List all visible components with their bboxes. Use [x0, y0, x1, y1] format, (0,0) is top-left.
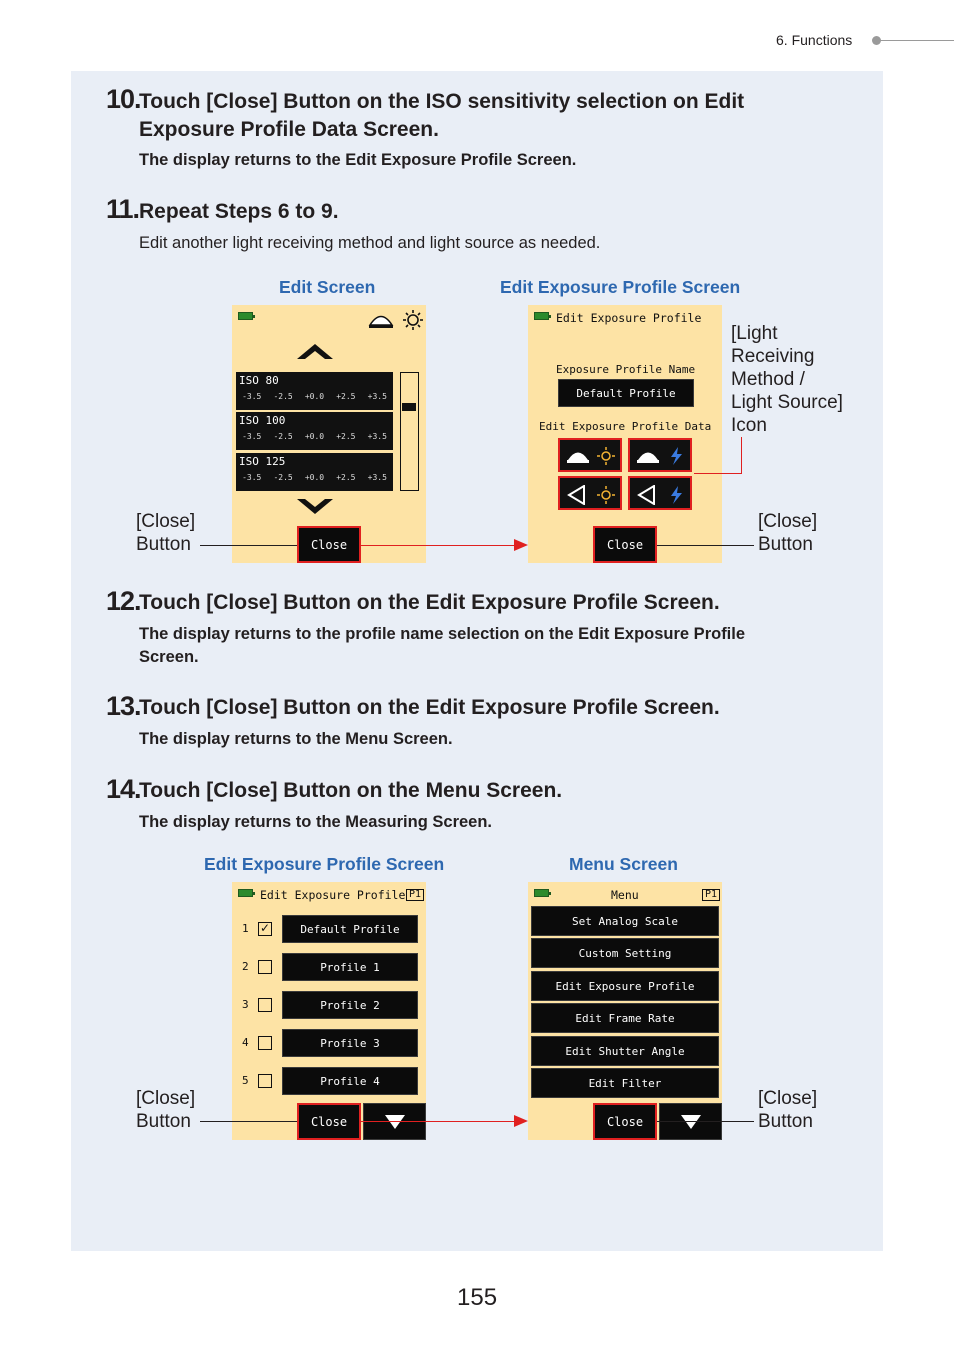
step-13-body: The display returns to the Menu Screen. — [139, 730, 453, 748]
battery-icon — [534, 312, 549, 320]
tick-label: +3.5 — [367, 432, 387, 441]
tick-label: -3.5 — [242, 392, 262, 401]
profile-name-heading: Exposure Profile Name — [556, 363, 696, 376]
step-12-body — [139, 623, 745, 669]
callout-line: [Light — [731, 323, 778, 344]
dome-sun-icon — [566, 447, 618, 465]
screen-title: Menu — [611, 888, 639, 902]
close-button[interactable]: Close — [593, 1103, 657, 1140]
callout-line: [Close] — [136, 1088, 196, 1109]
menu-item-edit-filter[interactable]: Edit Filter — [531, 1068, 719, 1098]
iso-ticks — [236, 432, 393, 441]
close-button-callout-right — [758, 510, 817, 556]
profile-button[interactable]: Profile 4 — [282, 1067, 418, 1095]
callout-line: Receiving — [731, 346, 815, 367]
profile-checkbox[interactable] — [258, 960, 272, 974]
close-button[interactable]: Close — [297, 1103, 361, 1140]
step-12-body-line1: The display returns to the profile name selection on the Edit Exposure Profile — [139, 625, 746, 643]
screen-title: Edit Exposure Profile — [260, 888, 406, 902]
item-number: 5 — [242, 1074, 249, 1087]
battery-icon — [534, 889, 549, 897]
incident-dome-icon — [367, 310, 395, 330]
scrollbar-thumb[interactable] — [402, 403, 416, 411]
step-14-body: The display returns to the Measuring Screen. — [139, 813, 493, 831]
tick-label: -3.5 — [242, 432, 262, 441]
step-11-body: Edit another light receiving method and light source as needed. — [139, 234, 601, 252]
step-10-title-line2: Exposure Profile Data Screen. — [139, 118, 439, 141]
profile-button[interactable]: Profile 1 — [282, 953, 418, 981]
icon-leader-horizontal — [694, 473, 742, 474]
close-button[interactable]: Close — [593, 526, 657, 563]
edit-screen — [232, 305, 426, 563]
callout-line: Button — [136, 1111, 191, 1132]
callout-line: Light Source] — [731, 392, 843, 413]
step-10-number: 10. — [106, 84, 141, 114]
battery-icon — [238, 889, 253, 897]
callout-line: [Close] — [758, 511, 818, 532]
profile-button[interactable]: Profile 3 — [282, 1029, 418, 1057]
scrollbar[interactable] — [400, 372, 419, 491]
callout-line: [Close] — [136, 511, 196, 532]
transition-arrow-head-icon — [514, 539, 528, 551]
item-number: 4 — [242, 1036, 249, 1049]
step-10-title — [139, 88, 744, 144]
tick-label: +3.5 — [367, 392, 387, 401]
iso-row[interactable] — [236, 372, 393, 410]
caption-edit-screen: Edit Screen — [279, 277, 376, 297]
iso-label: ISO 80 — [239, 374, 279, 387]
tick-label: -2.5 — [273, 473, 293, 482]
icon-leader-vertical — [741, 437, 742, 473]
reflected-flash-button[interactable] — [628, 476, 692, 510]
close-button-callout-right — [758, 1087, 817, 1133]
step-14-title: Touch [Close] Button on the Menu Screen. — [139, 779, 563, 802]
iso-row[interactable] — [236, 412, 393, 450]
step-12-title: Touch [Close] Button on the Edit Exposure Profile Screen. — [139, 591, 720, 614]
profile-checkbox[interactable] — [258, 1036, 272, 1050]
tick-label: +2.5 — [336, 473, 356, 482]
profile-data-heading: Edit Exposure Profile Data — [539, 420, 712, 433]
callout-line: Method / — [731, 369, 805, 390]
page-badge: P1 — [406, 889, 424, 901]
scroll-up-icon[interactable] — [295, 341, 335, 361]
section-title: 6. Functions — [776, 32, 853, 48]
incident-ambient-button[interactable] — [558, 438, 622, 472]
iso-ticks — [236, 473, 393, 482]
sun-icon — [402, 309, 424, 331]
profile-button[interactable]: Profile 2 — [282, 991, 418, 1019]
header-rule — [880, 40, 954, 41]
tick-label: -2.5 — [273, 392, 293, 401]
menu-item-custom-setting[interactable]: Custom Setting — [531, 938, 719, 968]
step-11-title: Repeat Steps 6 to 9. — [139, 200, 339, 223]
spot-flash-icon — [636, 485, 688, 505]
item-number: 3 — [242, 998, 249, 1011]
dome-flash-icon — [636, 447, 688, 465]
step-14-number: 14. — [106, 774, 141, 804]
callout-line: [Close] — [758, 1088, 818, 1109]
leader-line — [200, 1121, 297, 1122]
tick-label: +0.0 — [304, 473, 325, 482]
page-badge: P1 — [702, 889, 720, 901]
edit-exposure-profile-screen — [528, 305, 722, 563]
profile-name-button[interactable]: Default Profile — [558, 379, 694, 407]
item-number: 1 — [242, 922, 249, 935]
step-10-body: The display returns to the Edit Exposure Profile Screen. — [139, 151, 577, 169]
leader-line — [657, 545, 754, 546]
caption-edit-exposure-profile-screen: Edit Exposure Profile Screen — [204, 854, 445, 874]
iso-ticks — [236, 392, 393, 401]
menu-item-edit-exposure-profile[interactable]: Edit Exposure Profile — [531, 971, 719, 1001]
reflected-ambient-button[interactable] — [558, 476, 622, 510]
profile-list-screen — [232, 882, 426, 1140]
battery-icon — [238, 312, 253, 320]
close-button-callout-left — [136, 1087, 195, 1133]
callout-line: Button — [758, 534, 813, 555]
step-13-number: 13. — [106, 691, 141, 721]
transition-arrow-line — [361, 1121, 516, 1122]
callout-line: Button — [758, 1111, 813, 1132]
callout-line: Icon — [731, 415, 767, 436]
tick-label: -3.5 — [242, 473, 262, 482]
tick-label: -2.5 — [273, 432, 293, 441]
caption-edit-exposure-profile-screen: Edit Exposure Profile Screen — [500, 277, 741, 297]
tick-label: +0.0 — [304, 392, 325, 401]
tick-label: +3.5 — [367, 473, 387, 482]
transition-arrow-line — [361, 545, 516, 546]
tick-label: +2.5 — [336, 432, 356, 441]
tick-label: +0.0 — [304, 432, 325, 441]
iso-row[interactable] — [236, 453, 393, 491]
leader-line — [200, 545, 297, 546]
spot-sun-icon — [566, 485, 618, 505]
step-12-body-line2: Screen. — [139, 648, 199, 666]
light-source-icon-callout — [731, 322, 843, 437]
callout-line: Button — [136, 534, 191, 555]
step-10-title-line1: Touch [Close] Button on the ISO sensitivity selection on Edit — [139, 90, 745, 113]
profile-checkbox[interactable]: ✓ — [259, 921, 271, 935]
menu-item-edit-shutter-angle[interactable]: Edit Shutter Angle — [531, 1036, 719, 1066]
profile-checkbox[interactable] — [258, 1074, 272, 1088]
profile-button[interactable]: Default Profile — [282, 915, 418, 943]
incident-flash-button[interactable] — [628, 438, 692, 472]
tick-label: +2.5 — [336, 392, 356, 401]
leader-line — [657, 1121, 754, 1122]
scroll-down-icon[interactable] — [295, 497, 335, 517]
menu-item-set-analog-scale[interactable]: Set Analog Scale — [531, 906, 719, 936]
close-button[interactable]: Close — [297, 526, 361, 563]
caption-menu-screen: Menu Screen — [569, 854, 678, 874]
page-number: 155 — [457, 1284, 498, 1311]
item-number: 2 — [242, 960, 249, 973]
menu-screen — [528, 882, 722, 1140]
profile-checkbox[interactable] — [258, 998, 272, 1012]
transition-arrow-head-icon — [514, 1115, 528, 1127]
close-button-callout-left — [136, 510, 195, 556]
iso-label: ISO 125 — [239, 455, 286, 468]
step-12-number: 12. — [106, 586, 141, 616]
iso-label: ISO 100 — [239, 414, 286, 427]
step-11-number: 11. — [106, 194, 140, 224]
menu-item-edit-frame-rate[interactable]: Edit Frame Rate — [531, 1003, 719, 1033]
step-13-title: Touch [Close] Button on the Edit Exposure Profile Screen. — [139, 696, 720, 719]
screen-title: Edit Exposure Profile — [556, 311, 702, 325]
